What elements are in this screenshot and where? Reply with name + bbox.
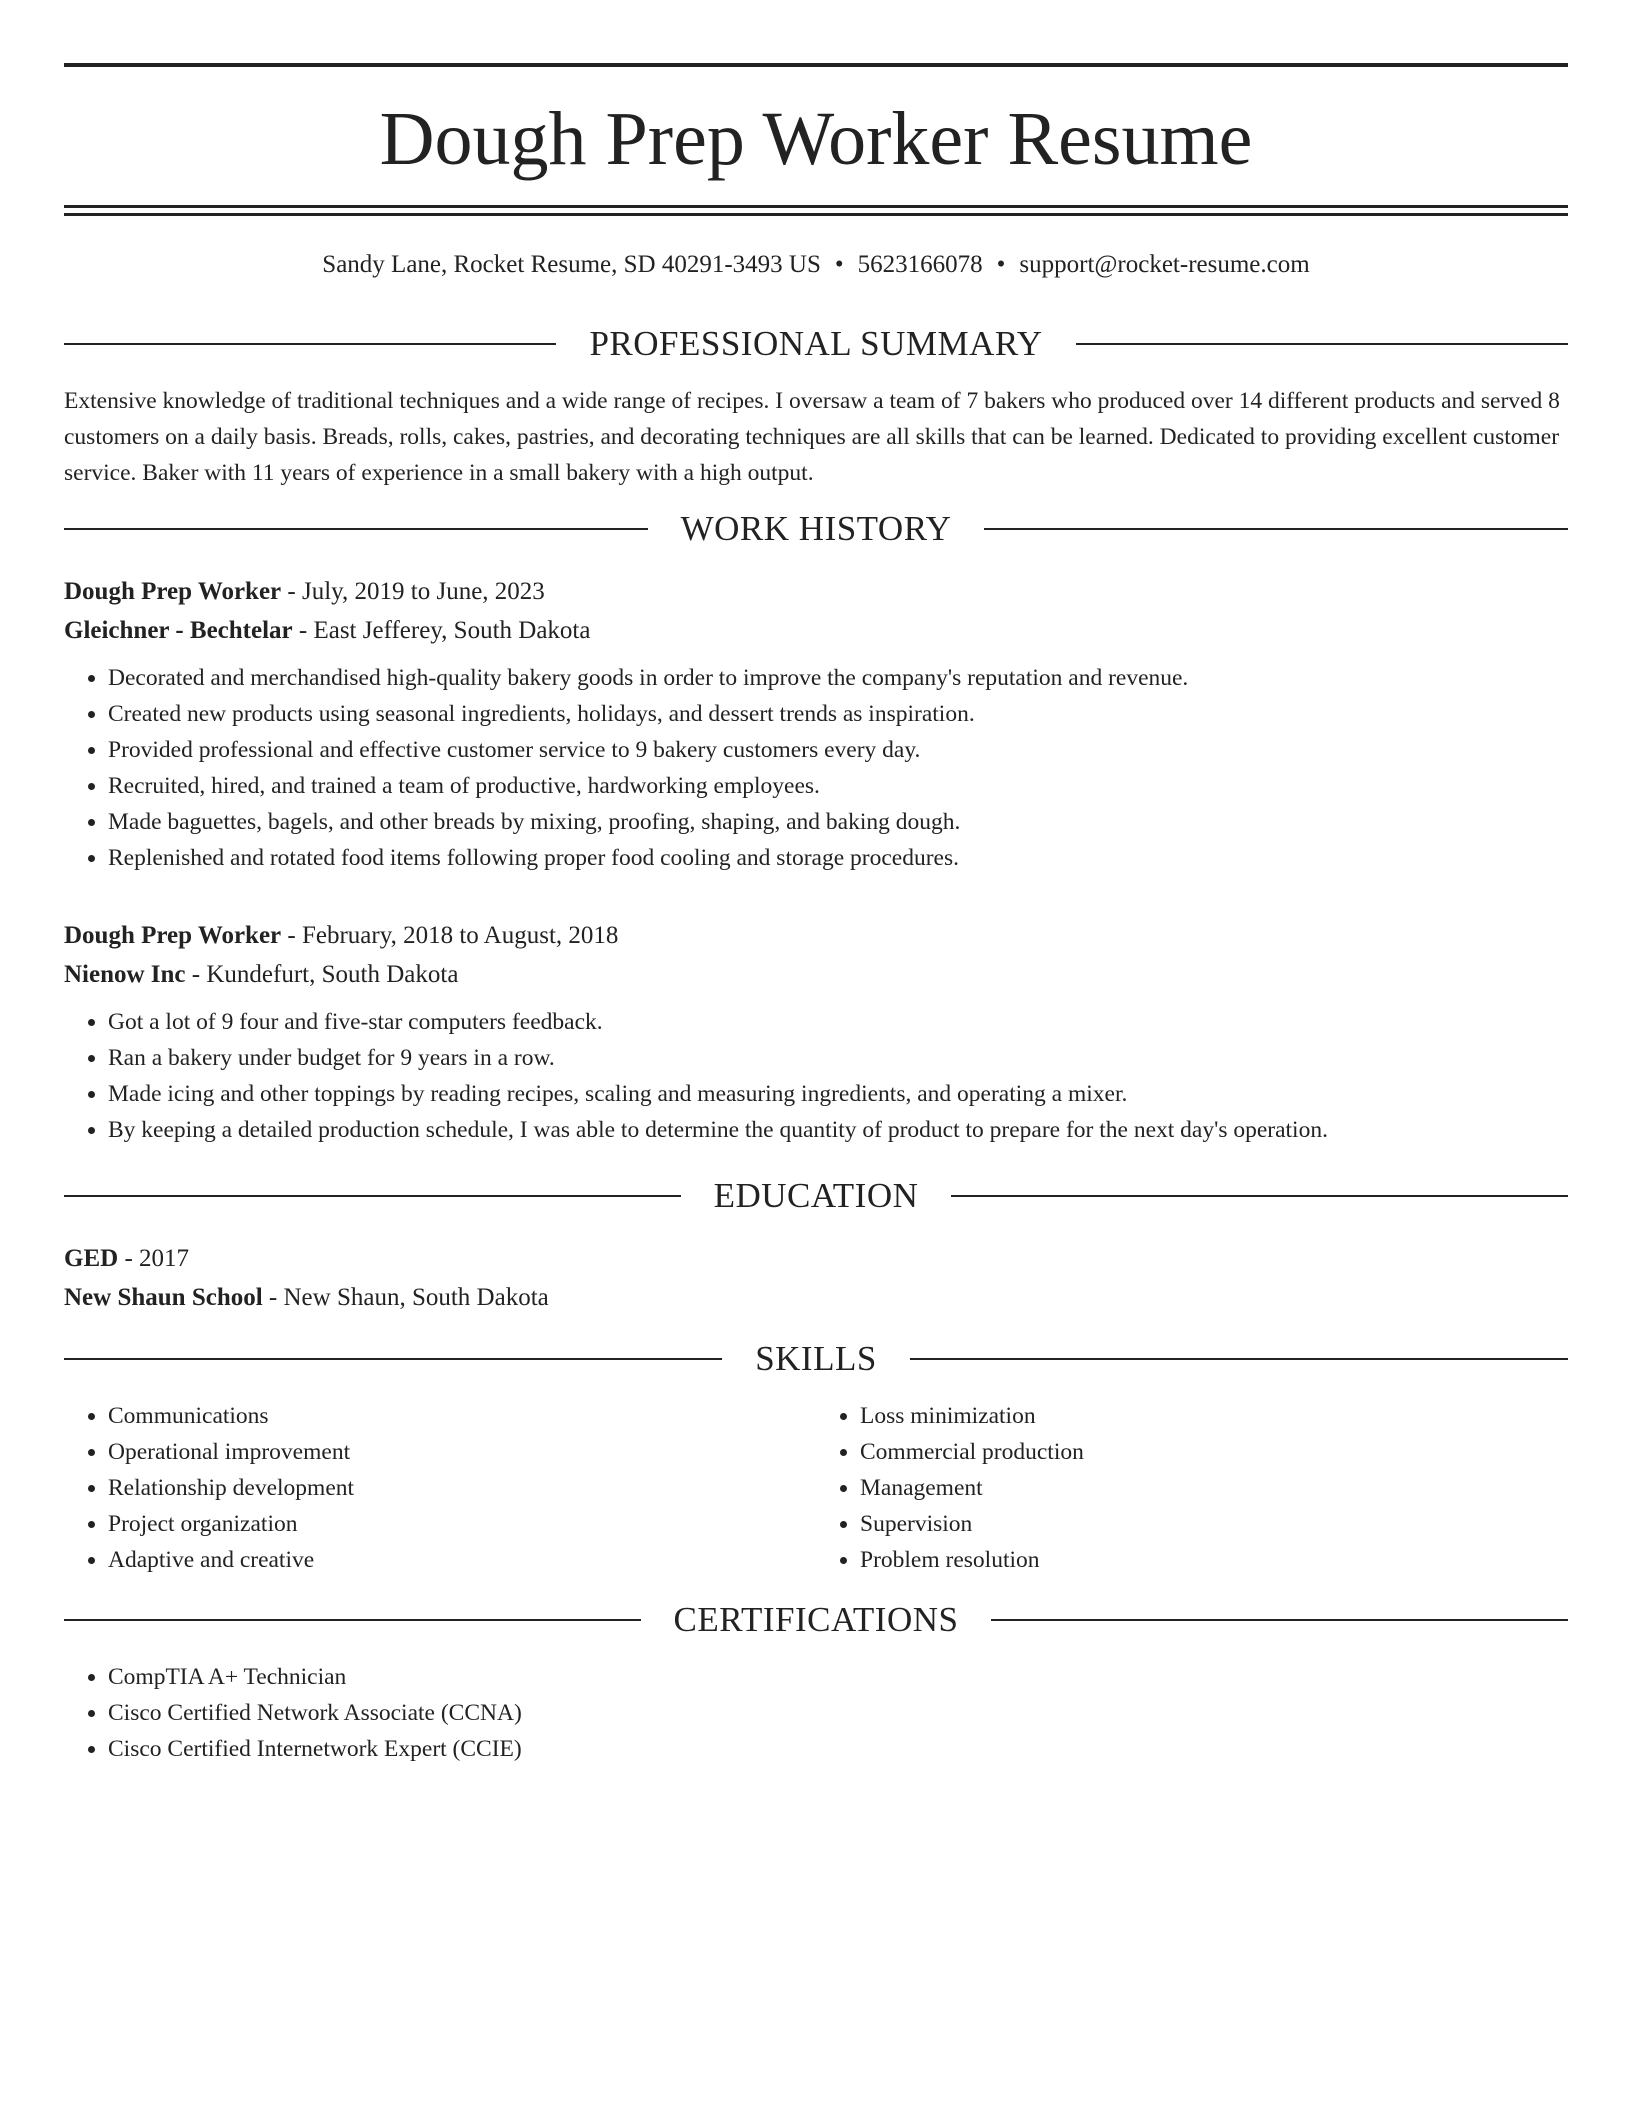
list-item: • Problem resolution [860,1542,1568,1578]
contact-email: support@rocket-resume.com [1019,251,1310,278]
job-bullets [64,660,1568,876]
list-item: • Ran a bakery under budget for 9 years in a row. [108,1040,1568,1076]
job-bullets [64,1004,1568,1148]
job-dates: - February, 2018 to August, 2018 [281,922,619,949]
summary-section-heading [64,326,1568,361]
summary-heading: PROFESSIONAL SUMMARY [589,324,1043,363]
list-item: • Cisco Certified Network Associate (CCNA) [108,1695,1568,1731]
job-dates: - July, 2019 to June, 2023 [281,578,545,605]
section-rule-left [64,343,556,345]
title-rule-upper [64,205,1568,208]
list-item: • Created new products using seasonal ingredients, holidays, and dessert trends as inspiration. [108,696,1568,732]
skills-heading: SKILLS [755,1339,877,1378]
list-item: • Relationship development [108,1470,816,1506]
list-item: • Operational improvement [108,1434,816,1470]
section-rule-right [1076,343,1568,345]
work-heading: WORK HISTORY [680,509,952,548]
job-company: Gleichner - Bechtelar [64,617,293,644]
job-company-line [64,955,1568,994]
list-item: • Loss minimization [860,1398,1568,1434]
list-item: • Project organization [108,1506,816,1542]
job-location: - Kundefurt, South Dakota [185,961,459,988]
list-item: • Made icing and other toppings by reading recipes, scaling and measuring ingredients, and operating a mixer. [108,1076,1568,1112]
school-location: - New Shaun, South Dakota [262,1284,549,1311]
list-item: • Recruited, hired, and trained a team of productive, hardworking employees. [108,768,1568,804]
certifications-heading: CERTIFICATIONS [673,1600,959,1639]
list-item: • Decorated and merchandised high-quality bakery goods in order to improve the company's reputation and revenue. [108,660,1568,696]
list-item: • Made baguettes, bagels, and other breads by mixing, proofing, shaping, and baking dough. [108,804,1568,840]
list-item: • Got a lot of 9 four and five-star computers feedback. [108,1004,1568,1040]
list-item: • Adaptive and creative [108,1542,816,1578]
summary-text: Extensive knowledge of traditional techniques and a wide range of recipes. I oversaw a team of 7 bakers who produced over 14 different products and served 8 customers on a daily basis. Breads, rolls, cakes, pastries, and decorating techniques are all skills that can be learned. Dedicated to providing excellent customer service. Baker with 11 years of experience in a small bakery with a high output. [64,388,1560,486]
certifications-list [64,1659,1568,1767]
work-section-heading [64,511,1568,546]
contact-address: Sandy Lane, Rocket Resume, SD 40291-3493 US [322,251,821,278]
list-item: • Cisco Certified Internetwork Expert (CCIE) [108,1731,1568,1767]
degree-year: - 2017 [118,1245,190,1272]
certifications-section-heading [64,1602,1568,1637]
list-item: • Replenished and rotated food items following proper food cooling and storage procedures. [108,840,1568,876]
school-name: New Shaun School [64,1284,263,1311]
section-rule-right [951,1195,1568,1197]
school-line [64,1278,1568,1317]
job-entry [64,916,1568,1148]
skills-column-right [816,1398,1568,1578]
section-rule-right [984,528,1568,530]
contact-separator: • [834,251,844,278]
section-rule-left [64,1619,641,1621]
resume-title: Dough Prep Worker Resume [379,97,1253,181]
job-title-line [64,916,1568,955]
contact-phone: 5623166078 [857,251,983,278]
list-item: • By keeping a detailed production schedule, I was able to determine the quantity of product to prepare for the next day's operation. [108,1112,1568,1148]
resume-page [64,0,1568,1767]
list-item: • Supervision [860,1506,1568,1542]
title-rule-lower [64,213,1568,216]
section-rule-right [910,1358,1568,1360]
job-title: Dough Prep Worker [64,578,282,605]
degree-line [64,1239,1568,1278]
education-heading: EDUCATION [713,1176,919,1215]
section-rule-left [64,1195,681,1197]
skills-list [64,1398,1568,1578]
list-item: • Communications [108,1398,816,1434]
job-title-line [64,572,1568,611]
list-item: • Provided professional and effective customer service to 9 bakery customers every day. [108,732,1568,768]
degree: GED [64,1245,119,1272]
list-item: • Management [860,1470,1568,1506]
education-section-heading [64,1178,1568,1213]
job-location: - East Jefferey, South Dakota [292,617,591,644]
contact-line [64,250,1568,280]
job-entry [64,572,1568,876]
job-company-line [64,611,1568,650]
skills-section-heading [64,1341,1568,1376]
job-title: Dough Prep Worker [64,922,282,949]
section-rule-left [64,1358,722,1360]
section-rule-left [64,528,648,530]
skills-column-left [64,1398,816,1578]
job-company: Nienow Inc [64,961,186,988]
list-item: • CompTIA A+ Technician [108,1659,1568,1695]
education-entry [64,1239,1568,1317]
list-item: • Commercial production [860,1434,1568,1470]
section-rule-right [991,1619,1568,1621]
contact-separator: • [996,251,1006,278]
